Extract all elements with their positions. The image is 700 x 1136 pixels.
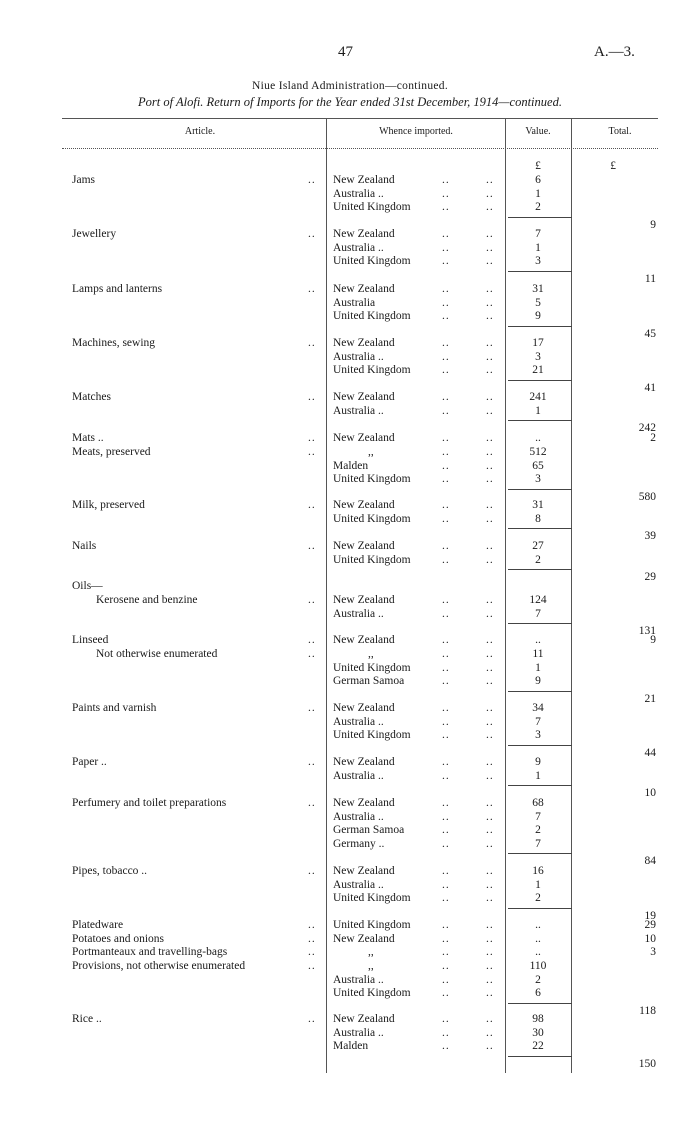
leader-dots: .. <box>442 553 450 566</box>
leader-dots: .. <box>442 540 450 552</box>
leader-dots: .. <box>442 810 450 823</box>
total-cell: 2 <box>650 432 656 444</box>
leader-dots: .. <box>486 648 494 660</box>
value-cell: 110 <box>529 960 547 972</box>
leader-dots: .. <box>486 960 494 972</box>
total-cell: 242 <box>638 422 656 434</box>
leader-dots: .. <box>442 878 450 891</box>
subtotal-rule <box>508 420 572 421</box>
article-label: Platedware <box>72 919 124 931</box>
subtotal-rule <box>508 326 572 327</box>
whence-cell: New Zealand <box>333 756 395 768</box>
leader-dots: .. <box>486 1040 494 1052</box>
leader-dots: .. <box>442 919 450 931</box>
whence-cell: Australia .. <box>333 769 384 782</box>
leader-dots: .. <box>442 661 450 674</box>
leader-dots: .. <box>486 283 494 295</box>
leader-dots: .. <box>442 364 450 376</box>
leader-dots: .. <box>486 432 494 444</box>
leader-dots: .. <box>486 350 494 363</box>
leader-dots: .. <box>308 228 316 240</box>
value-cell: .. <box>535 432 541 444</box>
leader-dots: .. <box>442 837 450 850</box>
subtotal-rule <box>508 1056 572 1057</box>
article-label: Mats .. <box>72 432 104 444</box>
leader-dots: .. <box>486 607 494 620</box>
subtotal-rule <box>508 908 572 909</box>
value-cell: 7 <box>535 715 541 728</box>
leader-dots: .. <box>442 499 450 511</box>
leader-dots: .. <box>442 432 450 444</box>
value-cell: 31 <box>532 283 544 295</box>
value-cell: 2 <box>535 973 541 986</box>
subtotal-rule <box>508 271 572 272</box>
value-cell: 9 <box>535 756 541 768</box>
value-cell: 17 <box>532 337 544 349</box>
leader-dots: .. <box>486 391 494 403</box>
leader-dots: .. <box>486 187 494 200</box>
value-cell: 34 <box>532 702 544 714</box>
leader-dots: .. <box>486 1013 494 1025</box>
whence-cell: Australia .. <box>333 350 384 363</box>
leader-dots: .. <box>486 540 494 552</box>
article-label: Machines, sewing <box>72 337 156 349</box>
leader-dots: .. <box>486 459 494 472</box>
leader-dots: .. <box>442 715 450 728</box>
leader-dots: .. <box>442 933 450 945</box>
total-cell: 45 <box>644 327 656 340</box>
leader-dots: .. <box>442 255 450 267</box>
table-top-rule <box>62 118 658 119</box>
leader-dots: .. <box>442 607 450 620</box>
article-label: Linseed <box>72 634 109 646</box>
article-heading: Oils— <box>72 580 103 592</box>
leader-dots: .. <box>486 810 494 823</box>
value-cell: 1 <box>535 241 541 254</box>
value-cell: 5 <box>535 296 541 309</box>
whence-cell: New Zealand <box>333 702 395 714</box>
leader-dots: .. <box>486 661 494 674</box>
article-label: Portmanteaux and travelling-bags <box>72 946 228 958</box>
leader-dots: .. <box>442 283 450 295</box>
leader-dots: .. <box>308 946 316 958</box>
value-cell: 68 <box>532 797 544 809</box>
leader-dots: .. <box>486 241 494 254</box>
leader-dots: .. <box>486 769 494 782</box>
value-cell: 98 <box>532 1013 544 1025</box>
value-currency-symbol: £ <box>535 160 541 172</box>
whence-cell: ,, <box>368 648 374 660</box>
value-cell: 1 <box>535 187 541 200</box>
value-cell: .. <box>535 919 541 931</box>
total-cell: 10 <box>644 787 656 799</box>
leader-dots: .. <box>442 892 450 904</box>
leader-dots: .. <box>486 553 494 566</box>
whence-cell: New Zealand <box>333 594 395 606</box>
leader-dots: .. <box>486 919 494 931</box>
value-cell: 1 <box>535 769 541 782</box>
leader-dots: .. <box>308 960 316 972</box>
whence-cell: United Kingdom <box>333 201 411 213</box>
whence-cell: New Zealand <box>333 540 395 552</box>
leader-dots: .. <box>486 756 494 768</box>
leader-dots: .. <box>486 499 494 511</box>
total-currency-symbol: £ <box>610 160 616 172</box>
whence-cell: Australia .. <box>333 404 384 417</box>
leader-dots: .. <box>308 432 316 444</box>
whence-cell: United Kingdom <box>333 892 411 904</box>
leader-dots: .. <box>308 865 316 877</box>
total-cell: 118 <box>639 1004 656 1017</box>
whence-cell: New Zealand <box>333 933 395 945</box>
leader-dots: .. <box>442 702 450 714</box>
total-cell: 21 <box>644 692 656 705</box>
leader-dots: .. <box>486 797 494 809</box>
whence-cell: Australia .. <box>333 1026 384 1039</box>
whence-cell: United Kingdom <box>333 512 411 525</box>
leader-dots: .. <box>486 594 494 606</box>
leader-dots: .. <box>486 865 494 877</box>
subtotal-rule <box>508 691 572 692</box>
value-cell: 3 <box>535 473 541 485</box>
value-cell: .. <box>535 933 541 945</box>
column-divider-value <box>505 118 506 1073</box>
article-label: Jewellery <box>72 228 117 240</box>
whence-cell: Malden <box>333 1040 369 1052</box>
value-cell: 21 <box>532 364 544 376</box>
leader-dots: .. <box>442 404 450 417</box>
article-label: Lamps and lanterns <box>72 283 163 295</box>
article-label: Paints and varnish <box>72 702 157 714</box>
leader-dots: .. <box>486 878 494 891</box>
leader-dots: .. <box>442 756 450 768</box>
leader-dots: .. <box>442 946 450 958</box>
article-label: Rice .. <box>72 1013 102 1025</box>
leader-dots: .. <box>308 756 316 768</box>
value-cell: 241 <box>529 391 547 403</box>
leader-dots: .. <box>486 946 494 958</box>
value-cell: 65 <box>532 459 544 472</box>
total-cell: 3 <box>650 946 656 958</box>
leader-dots: .. <box>486 473 494 485</box>
document-reference: A.—3. <box>594 44 635 60</box>
total-cell: 39 <box>644 530 656 542</box>
article-label: Meats, preserved <box>72 446 151 458</box>
total-cell: 29 <box>644 919 656 931</box>
leader-dots: .. <box>442 634 450 646</box>
subtotal-rule <box>508 569 572 570</box>
subtotal-rule <box>508 528 572 529</box>
whence-cell: United Kingdom <box>333 473 411 485</box>
value-cell: 22 <box>532 1040 544 1052</box>
leader-dots: .. <box>486 824 494 836</box>
leader-dots: .. <box>308 1013 316 1025</box>
leader-dots: .. <box>308 337 316 349</box>
leader-dots: .. <box>308 919 316 931</box>
leader-dots: .. <box>308 634 316 646</box>
leader-dots: .. <box>486 174 494 186</box>
column-header-whence: Whence imported. <box>379 126 453 137</box>
leader-dots: .. <box>486 987 494 999</box>
whence-cell: New Zealand <box>333 432 395 444</box>
whence-cell: United Kingdom <box>333 919 411 931</box>
value-cell: 9 <box>535 310 541 322</box>
leader-dots: .. <box>442 350 450 363</box>
value-cell: 6 <box>535 174 541 186</box>
value-cell: 16 <box>532 865 544 877</box>
leader-dots: .. <box>442 201 450 213</box>
article-label: Paper .. <box>72 756 107 768</box>
whence-cell: United Kingdom <box>333 310 411 322</box>
value-cell: 27 <box>532 540 544 552</box>
leader-dots: .. <box>442 296 450 309</box>
leader-dots: .. <box>308 648 316 660</box>
value-cell: 1 <box>535 404 541 417</box>
leader-dots: .. <box>486 973 494 986</box>
leader-dots: .. <box>442 594 450 606</box>
leader-dots: .. <box>486 837 494 850</box>
value-cell: 7 <box>535 837 541 850</box>
article-label: Kerosene and benzine <box>96 594 198 606</box>
subtotal-rule <box>508 217 572 218</box>
leader-dots: .. <box>442 769 450 782</box>
leader-dots: .. <box>486 675 494 687</box>
leader-dots: .. <box>442 1013 450 1025</box>
leader-dots: .. <box>442 648 450 660</box>
column-header-total: Total. <box>608 126 632 137</box>
total-cell: 9 <box>650 634 656 646</box>
leader-dots: .. <box>442 729 450 741</box>
value-cell: 3 <box>535 729 541 741</box>
leader-dots: .. <box>442 391 450 403</box>
article-label: Potatoes and onions <box>72 933 164 945</box>
leader-dots: .. <box>442 174 450 186</box>
leader-dots: .. <box>442 1026 450 1039</box>
value-cell: 2 <box>535 892 541 904</box>
whence-cell: Australia <box>333 296 376 309</box>
value-cell: 6 <box>535 987 541 999</box>
whence-cell: ,, <box>368 946 374 958</box>
article-label: Perfumery and toilet preparations <box>72 797 227 809</box>
whence-cell: New Zealand <box>333 228 395 240</box>
value-cell: 2 <box>535 824 541 836</box>
value-cell: 9 <box>535 675 541 687</box>
leader-dots: .. <box>308 499 316 511</box>
leader-dots: .. <box>486 729 494 741</box>
leader-dots: .. <box>442 310 450 322</box>
leader-dots: .. <box>308 446 316 458</box>
total-cell: 9 <box>650 218 656 231</box>
leader-dots: .. <box>308 391 316 403</box>
value-cell: 512 <box>529 446 547 458</box>
leader-dots: .. <box>442 337 450 349</box>
whence-cell: New Zealand <box>333 337 395 349</box>
total-cell: 19 <box>644 909 656 922</box>
leader-dots: .. <box>486 702 494 714</box>
leader-dots: .. <box>442 446 450 458</box>
leader-dots: .. <box>486 446 494 458</box>
subtotal-rule <box>508 623 572 624</box>
header-bottom-rule <box>62 148 658 149</box>
value-cell: 124 <box>529 594 547 606</box>
whence-cell: New Zealand <box>333 634 395 646</box>
leader-dots: .. <box>442 187 450 200</box>
leader-dots: .. <box>308 540 316 552</box>
leader-dots: .. <box>486 337 494 349</box>
page-subtitle: Port of Alofi. Return of Imports for the Year ended 31st December, 1914—continued. <box>138 95 562 109</box>
leader-dots: .. <box>486 512 494 525</box>
whence-cell: Australia .. <box>333 187 384 200</box>
leader-dots: .. <box>308 174 316 186</box>
column-divider-whence <box>326 118 327 1073</box>
article-label: Jams <box>72 174 95 186</box>
leader-dots: .. <box>486 364 494 376</box>
leader-dots: .. <box>486 255 494 267</box>
total-cell: 150 <box>638 1057 656 1070</box>
whence-cell: Germany .. <box>333 837 385 850</box>
subtotal-rule <box>508 785 572 786</box>
value-cell: 7 <box>535 228 541 240</box>
column-header-article: Article. <box>184 126 216 137</box>
page-number: 47 <box>338 44 353 60</box>
whence-cell: New Zealand <box>333 391 395 403</box>
value-cell: 30 <box>532 1026 544 1039</box>
leader-dots: .. <box>486 892 494 904</box>
whence-cell: New Zealand <box>333 797 395 809</box>
whence-cell: ,, <box>368 446 374 458</box>
total-cell: 41 <box>644 381 656 394</box>
page-title: Niue Island Administration—continued. <box>251 80 449 92</box>
whence-cell: Australia .. <box>333 715 384 728</box>
leader-dots: .. <box>486 933 494 945</box>
whence-cell: United Kingdom <box>333 661 411 674</box>
leader-dots: .. <box>486 228 494 240</box>
column-header-value: Value. <box>525 126 551 137</box>
total-cell: 84 <box>644 855 656 867</box>
whence-cell: Australia .. <box>333 878 384 891</box>
leader-dots: .. <box>486 404 494 417</box>
value-cell: 11 <box>532 648 544 660</box>
leader-dots: .. <box>442 228 450 240</box>
leader-dots: .. <box>308 702 316 714</box>
leader-dots: .. <box>442 960 450 972</box>
value-cell: 1 <box>535 661 541 674</box>
leader-dots: .. <box>442 824 450 836</box>
leader-dots: .. <box>486 201 494 213</box>
total-cell: 11 <box>644 272 656 285</box>
article-label: Not otherwise enumerated <box>96 648 218 660</box>
leader-dots: .. <box>442 241 450 254</box>
whence-cell: United Kingdom <box>333 987 411 999</box>
subtotal-rule <box>508 853 572 854</box>
total-cell: 131 <box>638 625 656 637</box>
leader-dots: .. <box>486 296 494 309</box>
total-cell: 29 <box>644 571 656 583</box>
whence-cell: United Kingdom <box>333 255 411 267</box>
leader-dots: .. <box>442 675 450 687</box>
whence-cell: New Zealand <box>333 283 395 295</box>
whence-cell: German Samoa <box>333 675 405 687</box>
whence-cell: German Samoa <box>333 824 405 836</box>
value-cell: 1 <box>535 878 541 891</box>
article-label: Pipes, tobacco .. <box>72 865 148 877</box>
article-label: Provisions, not otherwise enumerated <box>72 960 246 972</box>
value-cell: 8 <box>535 512 541 525</box>
leader-dots: .. <box>442 512 450 525</box>
whence-cell: New Zealand <box>333 174 395 186</box>
article-label: Nails <box>72 540 97 552</box>
value-cell: 7 <box>535 810 541 823</box>
whence-cell: ,, <box>368 960 374 972</box>
value-cell: 7 <box>535 607 541 620</box>
value-cell: 31 <box>532 499 544 511</box>
value-cell: 3 <box>535 255 541 267</box>
leader-dots: .. <box>442 973 450 986</box>
leader-dots: .. <box>442 797 450 809</box>
subtotal-rule <box>508 489 572 490</box>
whence-cell: United Kingdom <box>333 364 411 376</box>
whence-cell: Australia .. <box>333 810 384 823</box>
whence-cell: Malden <box>333 459 369 472</box>
whence-cell: United Kingdom <box>333 553 411 566</box>
leader-dots: .. <box>486 310 494 322</box>
leader-dots: .. <box>442 1040 450 1052</box>
article-label: Matches <box>72 391 111 403</box>
leader-dots: .. <box>486 634 494 646</box>
total-cell: 44 <box>644 746 656 759</box>
value-cell: 2 <box>535 201 541 213</box>
leader-dots: .. <box>486 715 494 728</box>
column-divider-value-right <box>571 118 572 1073</box>
whence-cell: Australia .. <box>333 241 384 254</box>
total-cell: 10 <box>644 933 656 945</box>
leader-dots: .. <box>308 797 316 809</box>
article-label: Milk, preserved <box>72 499 145 511</box>
leader-dots: .. <box>308 594 316 606</box>
subtotal-rule <box>508 1003 572 1004</box>
value-cell: 2 <box>535 553 541 566</box>
whence-cell: New Zealand <box>333 865 395 877</box>
total-cell: 580 <box>638 490 656 503</box>
subtotal-rule <box>508 745 572 746</box>
whence-cell: Australia .. <box>333 607 384 620</box>
leader-dots: .. <box>486 1026 494 1039</box>
leader-dots: .. <box>442 865 450 877</box>
value-cell: 3 <box>535 350 541 363</box>
leader-dots: .. <box>442 473 450 485</box>
whence-cell: Australia .. <box>333 973 384 986</box>
subtotal-rule <box>508 380 572 381</box>
value-cell: .. <box>535 634 541 646</box>
leader-dots: .. <box>442 987 450 999</box>
whence-cell: United Kingdom <box>333 729 411 741</box>
leader-dots: .. <box>308 933 316 945</box>
leader-dots: .. <box>308 283 316 295</box>
value-cell: .. <box>535 946 541 958</box>
leader-dots: .. <box>442 459 450 472</box>
whence-cell: New Zealand <box>333 499 395 511</box>
whence-cell: New Zealand <box>333 1013 395 1025</box>
